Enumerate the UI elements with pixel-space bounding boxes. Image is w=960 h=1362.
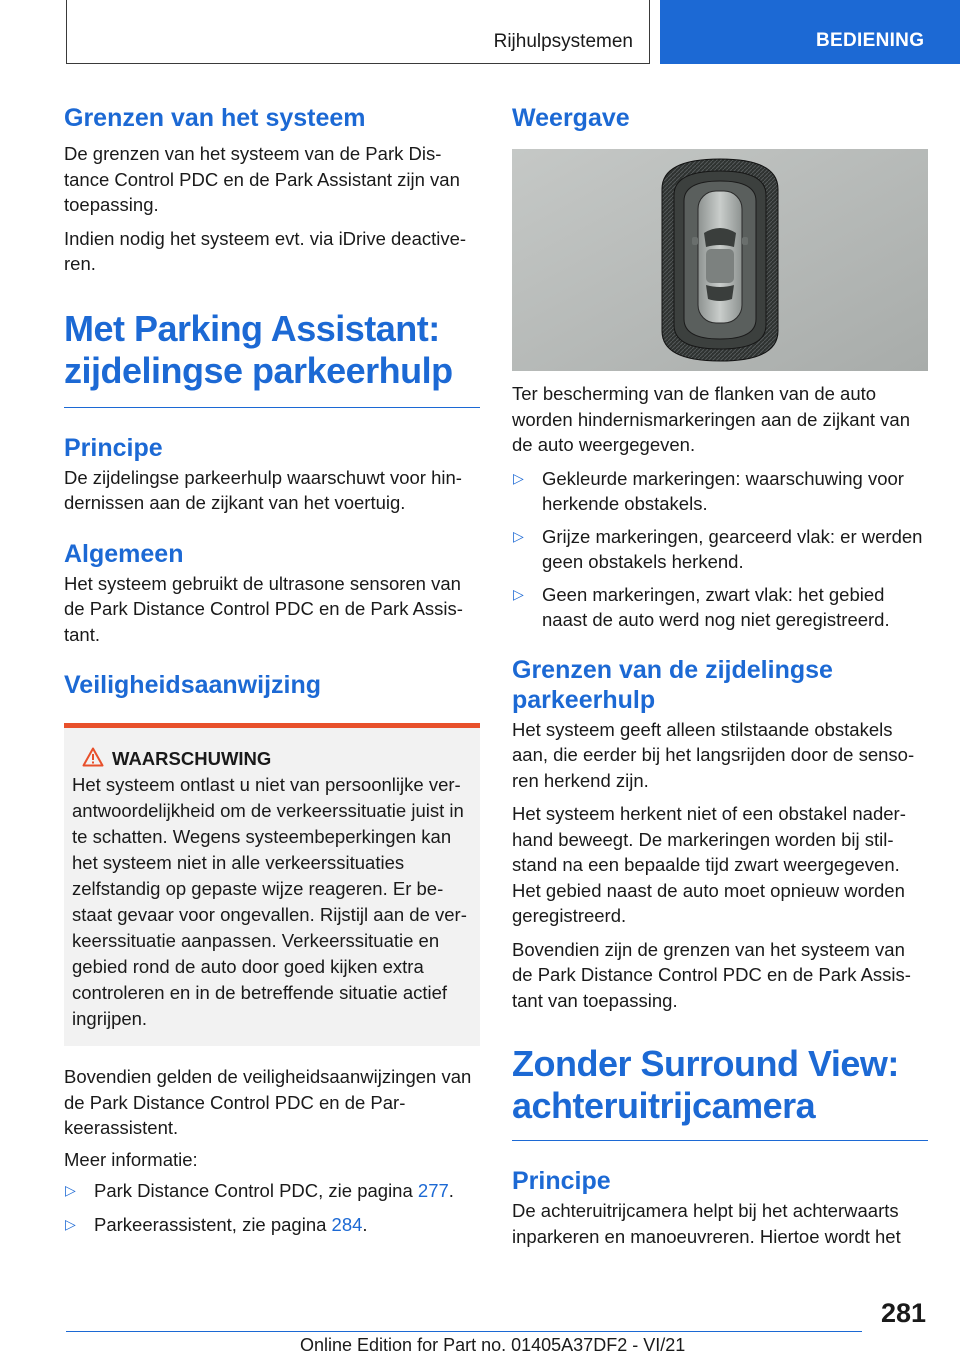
chapter-title: BEDIENING <box>816 30 925 51</box>
general-heading: Algemeen <box>64 539 184 568</box>
principle-heading: Principe <box>64 433 163 462</box>
camera-heading-line-2: achteruitrijcamera <box>512 1085 816 1126</box>
footer-rule <box>66 1331 862 1332</box>
main-heading <box>64 308 480 392</box>
camera-principle-paragraph: De achteruitrijcamera helpt bij het achterwaarts inparkeren en manoeuvreren. Hiertoe wordt het <box>512 1200 901 1247</box>
list-item <box>512 466 928 517</box>
reference-text: Parkeerassistent, zie pagina <box>94 1213 332 1235</box>
header-tab <box>66 0 650 64</box>
limits-paragraph-1: De grenzen van het systeem van de Park Dis-tance Control PDC en de Park Assistant zijn van toepassing. <box>64 143 460 215</box>
display-paragraph: Ter bescherming van de flanken van de auto worden hindernismarkeringen aan de zijkant van de auto weergegeven. <box>512 383 910 455</box>
list-item <box>512 524 928 575</box>
heading-rule <box>64 407 480 408</box>
limits2-paragraph-3: Bovendien zijn de grenzen van het systeem van de Park Distance Control PDC en de Park Assis-tant van toepassing. <box>512 938 911 1011</box>
chapter-tab[interactable] <box>660 0 960 64</box>
warning-title-text: WAARSCHUWING <box>112 748 272 769</box>
reference-end: . <box>362 1213 368 1235</box>
reference-end: . <box>448 1180 454 1201</box>
camera-principle-heading: Principe <box>512 1167 611 1195</box>
page-number: 281 <box>880 1298 926 1328</box>
limits2-paragraph-1: Het systeem geeft alleen stilstaande obstakels aan, die eerder bij het langsrijden door de senso-ren herkend zijn. <box>512 718 915 791</box>
triangle-bullet-icon: ▷ <box>513 527 524 544</box>
triangle-bullet-icon: ▷ <box>65 1182 76 1198</box>
heading-rule <box>512 1140 928 1141</box>
triangle-bullet-icon: ▷ <box>65 1215 76 1232</box>
page-link[interactable]: 277 <box>417 1180 449 1201</box>
list-item-text: Grijze markeringen, gearceerd vlak: er werden geen obstakels herkend. <box>542 525 923 572</box>
limits2-heading <box>512 655 928 715</box>
left-column <box>64 103 480 1237</box>
safety-heading: Veiligheidsaanwijzing <box>64 671 322 699</box>
warning-icon <box>82 747 104 767</box>
limits-heading: Grenzen van het systeem <box>64 104 366 132</box>
triangle-bullet-icon: ▷ <box>513 469 524 486</box>
principle-paragraph: De zijdelingse parkeerhulp waarschuwt voor hin-dernissen aan de zijkant van het voertuig. <box>64 466 462 513</box>
right-column <box>512 103 928 1249</box>
list-item-text: Gekleurde markeringen: waarschuwing voor herkende obstakels. <box>542 467 904 514</box>
main-heading-line-2: zijdelingse parkeerhulp <box>64 349 453 391</box>
warning-text: Het systeem ontlast u niet van persoonlijke ver-antwoordelijkheid om de verkeerssituatie juist in te schatten. Wegens systeembeperkingen kan het systeem niet in alle verkeerssituaties zelfstandig op gepaste wijze reageren. Er be-staat gevaar voor ongevallen. Rijstijl aan de ver-keerssituatie aanpassen. Verkeerssituatie en gebied rond de auto door goed kijken extra controleren en in de betreffende situatie actief ingrijpen. <box>72 774 467 1029</box>
list-item <box>512 582 928 633</box>
camera-heading-line-1: Zonder Surround View: <box>512 1043 899 1084</box>
main-heading-line-1: Met Parking Assistant: <box>64 307 440 349</box>
general-paragraph: Het systeem gebruikt de ultrasone sensoren van de Park Distance Control PDC en de Park Assis-tant. <box>64 572 463 645</box>
display-list <box>512 466 928 633</box>
limits2-paragraph-2: Het systeem herkent niet of een obstakel nader-hand beweegt. De markeringen worden bij stil-stand na een bepaalde tijd zwart weergegeven. Het gebied naast de auto moet opnieuw worden geregistreerd. <box>512 803 906 926</box>
limits2-heading-line-1: Grenzen van de zijdelingse <box>512 655 833 684</box>
triangle-bullet-icon: ▷ <box>513 585 524 602</box>
list-item <box>64 1178 480 1204</box>
display-heading: Weergave <box>512 104 630 132</box>
limits2-heading-line-2: parkeerhulp <box>512 685 656 714</box>
page-link[interactable]: 284 <box>331 1213 363 1235</box>
warning-title <box>72 746 472 772</box>
more-info-label: Meer informatie: <box>64 1148 198 1170</box>
parking-illustration <box>512 149 928 371</box>
list-item <box>64 1212 480 1238</box>
reference-list <box>64 1178 480 1237</box>
list-item-text: Geen markeringen, zwart vlak: het gebied naast de auto werd nog niet geregistreerd. <box>542 583 890 630</box>
parking-display-image <box>512 149 928 371</box>
after-warning-paragraph: Bovendien gelden de veiligheidsaanwijzingen van de Park Distance Control PDC en de Par-keerassistent. <box>64 1066 472 1138</box>
edition-text: Online Edition for Part no. 01405A37DF2 - VI/21 <box>300 1335 686 1355</box>
section-title: Rijhulpsystemen <box>493 31 633 52</box>
camera-heading <box>512 1043 928 1127</box>
limits-paragraph-2: Indien nodig het systeem evt. via iDrive deactive-ren. <box>64 227 467 274</box>
warning-box <box>64 723 480 1046</box>
reference-text: Park Distance Control PDC, zie pagina <box>94 1180 418 1201</box>
